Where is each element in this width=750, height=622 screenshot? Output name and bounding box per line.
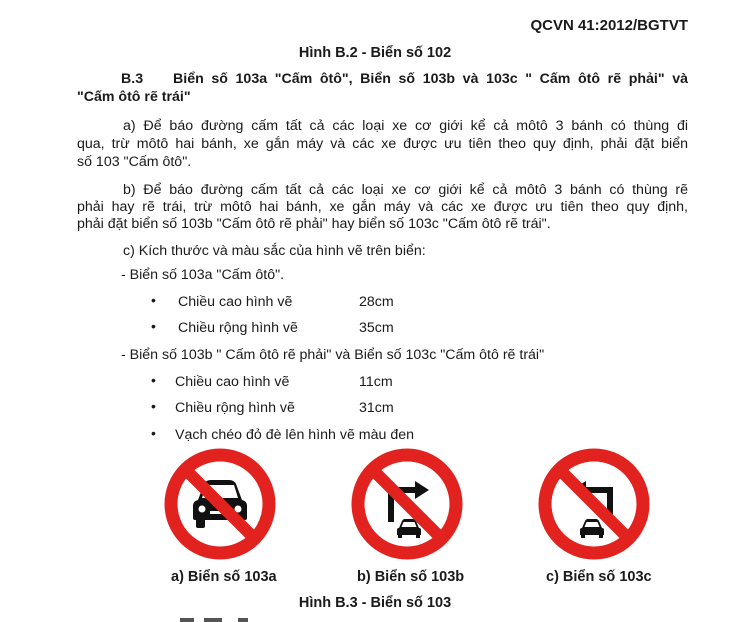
bullet-dot: • (151, 425, 156, 441)
bullet-dot: • (151, 372, 156, 388)
para-a-line1: a) Để báo đường cấm tất cả các loại xe cơ giới kể cả môtô 3 bánh có thùng đi (123, 118, 688, 134)
list-item-value: 28cm (359, 294, 394, 310)
no-cars-sign-icon (164, 448, 276, 560)
no-right-turn-cars-sign-icon (351, 448, 463, 560)
bullet-dot: • (151, 398, 156, 414)
cropped-text-fragment (0, 612, 750, 622)
list-item-value: 31cm (359, 400, 394, 416)
bullet-dot: • (151, 318, 156, 334)
list-item-value: 11cm (359, 374, 393, 390)
figure-b2-title: Hình B.2 - Biển số 102 (298, 45, 452, 61)
section-title-line2: "Cấm ôtô rẽ trái" (77, 89, 191, 105)
list-item-label: Chiều cao hình vẽ (178, 294, 293, 310)
para-c: c) Kích thước và màu sắc của hình vẽ trên biển: (123, 243, 426, 259)
regulation-code: QCVN 41:2012/BGTVT (530, 17, 688, 34)
no-left-turn-cars-sign-icon (538, 448, 650, 560)
list-note: Vạch chéo đỏ đè lên hình vẽ màu đen (175, 427, 414, 443)
list-item-label: Chiều rộng hình vẽ (178, 320, 298, 336)
para-b-line3: phải đặt biển số 103b "Cấm ôtô rẽ phải" hay biển số 103c "Cấm ôtô rẽ trái". (77, 216, 551, 232)
caption-103b: b) Biển số 103b (357, 569, 465, 585)
list-item-label: Chiều rộng hình vẽ (175, 400, 295, 416)
bullet-dot: • (151, 292, 156, 308)
caption-103a: a) Biển số 103a (171, 569, 277, 585)
section-title-line1: Biển số 103a "Cấm ôtô", Biển số 103b và 103c " Cấm ôtô rẽ phải" và (173, 71, 688, 87)
caption-103c: c) Biển số 103c (546, 569, 652, 585)
list-103a-heading: - Biển số 103a "Cấm ôtô". (121, 267, 285, 283)
figure-b3-title: Hình B.3 - Biển số 103 (298, 595, 452, 611)
para-a-line2: qua, trừ môtô hai bánh, xe gắn máy và các xe được ưu tiên theo quy định, phải đặt biển (77, 136, 688, 152)
list-item-label: Chiều cao hình vẽ (175, 374, 290, 390)
para-b-line2: phải hay rẽ trái, trừ môtô hai bánh, xe gắn máy và các xe được ưu tiên theo quy định, (77, 199, 688, 215)
list-item-value: 35cm (359, 320, 394, 336)
section-number: B.3 (121, 71, 144, 87)
list-103bc-heading: - Biển số 103b " Cấm ôtô rẽ phải" và Biển số 103c "Cấm ôtô rẽ trái" (121, 347, 545, 363)
para-a-line3: số 103 "Cấm ôtô". (77, 154, 192, 170)
para-b-line1: b) Để báo đường cấm tất cả các loại xe cơ giới kể cả môtô 3 bánh có thùng rẽ (123, 182, 688, 198)
